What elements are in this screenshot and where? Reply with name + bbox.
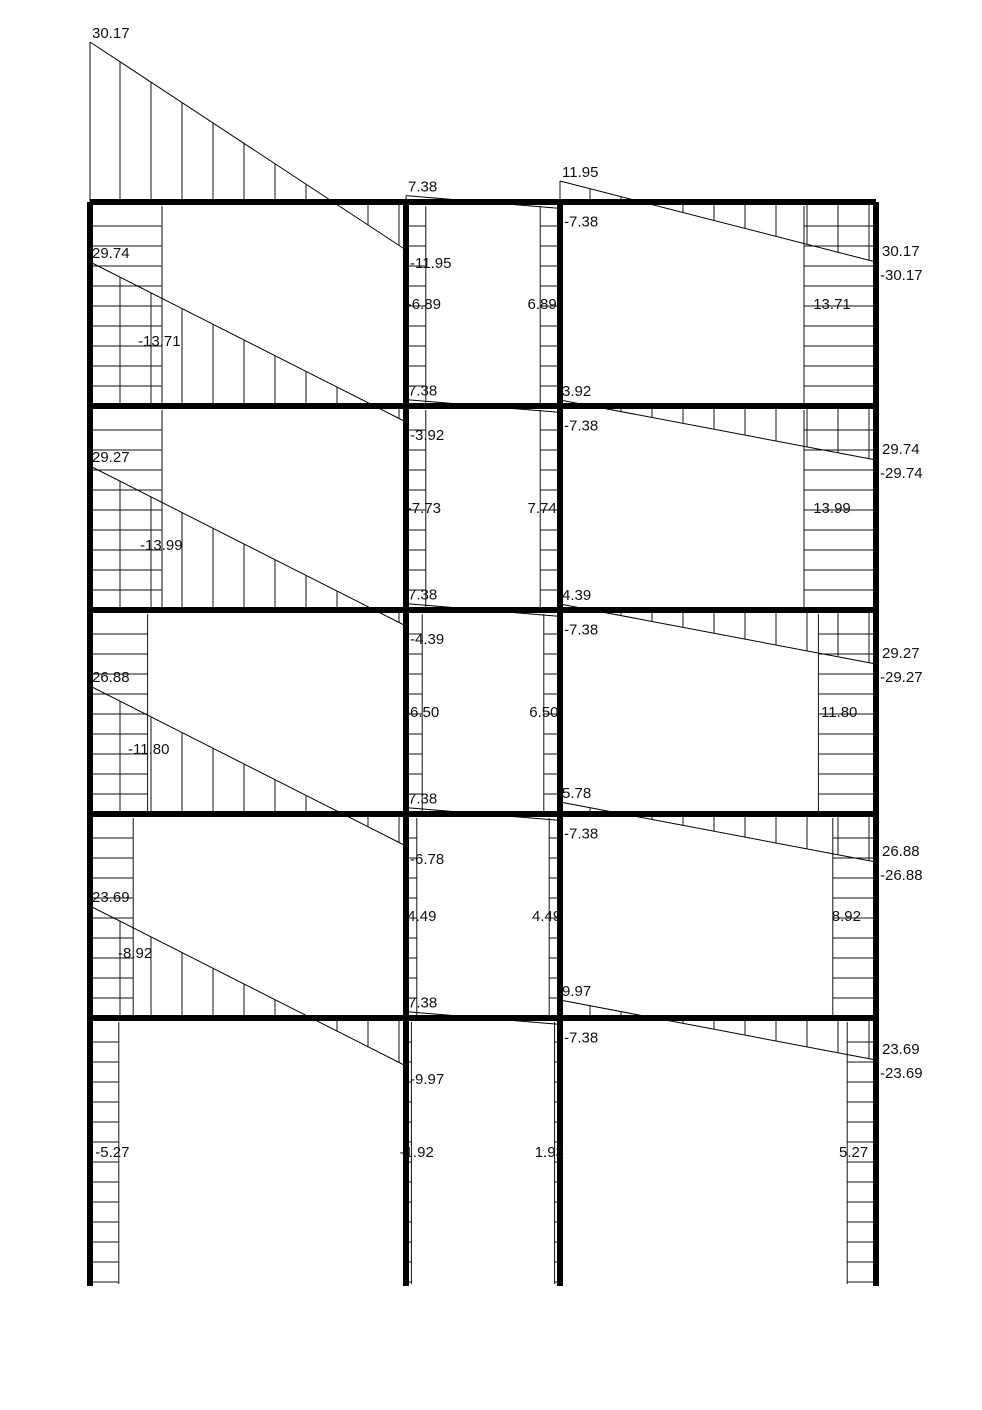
beam-start-label: 7.38	[408, 586, 438, 604]
beam-start-label: 9.97	[562, 983, 592, 1000]
beam-end-label: -7.38	[564, 213, 599, 231]
beam-moment-line	[560, 1000, 876, 1060]
beam-end-label: -26.88	[880, 867, 923, 884]
beam-end-label: -4.39	[410, 631, 445, 648]
column-moment-label: 8.92	[831, 908, 862, 925]
beam-end-label: -11.95	[410, 255, 452, 272]
extra-moment-label: -13.99	[140, 537, 183, 554]
column-moment-label: 6.50	[529, 704, 559, 721]
beam-end-value-label: 30.17	[882, 243, 920, 260]
beam-end-label: -7.38	[564, 621, 599, 639]
beam-end-value-label: 29.74	[882, 441, 920, 458]
column-moment-label: -4.49	[402, 908, 437, 925]
beam-moment-line	[90, 466, 406, 626]
beam-end-label: -29.27	[880, 669, 923, 686]
beam-moment-line	[560, 181, 876, 262]
beam-start-label: 5.78	[562, 785, 592, 802]
column-moment-label: 7.74	[527, 500, 557, 517]
beam-start-label: 3.92	[562, 383, 592, 400]
beam-end-value-label: 26.88	[882, 843, 920, 860]
column-moment-label: -7.73	[406, 500, 442, 517]
column-moment-label: 6.89	[527, 296, 557, 313]
column-moment-label: 1.93	[534, 1144, 564, 1161]
extra-moment-label: -8.92	[118, 945, 153, 962]
beam-end-value-label: 29.27	[882, 645, 920, 662]
beam-start-label: 29.74	[92, 245, 130, 262]
beam-end-label: -23.69	[880, 1065, 923, 1082]
column-moment-label: 5.27	[838, 1144, 869, 1161]
column-moment-label: -6.89	[406, 296, 442, 313]
column-moment-label: -6.50	[404, 704, 440, 721]
beam-start-label: 29.27	[92, 449, 130, 466]
beam-moment-line	[90, 686, 406, 846]
beam-start-label: 4.39	[562, 587, 592, 604]
column-moment-label: -1.92	[399, 1144, 434, 1161]
column-moment-label: 13.71	[813, 296, 851, 313]
column-moment-label: 11.80	[820, 704, 858, 721]
beam-end-label: -3.92	[410, 427, 445, 444]
beam-start-label: 7.38	[408, 382, 438, 400]
beam-start-label: 23.69	[92, 889, 130, 906]
beam-end-label: -30.17	[880, 267, 923, 284]
beam-start-label: 30.17	[92, 25, 130, 42]
beam-moment-line	[90, 42, 406, 250]
beam-start-label: 7.38	[408, 994, 438, 1012]
beam-end-label: -7.38	[564, 417, 599, 435]
beam-start-label: 7.38	[408, 178, 438, 196]
beam-end-label: -7.38	[564, 825, 599, 843]
beam-moment-line	[90, 906, 406, 1066]
beam-end-value-label: 23.69	[882, 1041, 920, 1058]
hatch-layer	[90, 42, 876, 1284]
beam-end-label: -9.97	[410, 1071, 445, 1088]
frame-layer	[90, 202, 876, 1286]
column-moment-label: -5.27	[95, 1144, 130, 1161]
beam-side-label: -13.71	[138, 333, 181, 350]
beam-start-label: 7.38	[408, 790, 438, 808]
beam-end-label: -29.74	[880, 465, 923, 482]
beam-start-label: 11.95	[562, 164, 599, 181]
beam-start-label: 26.88	[92, 669, 130, 686]
label-layer	[92, 25, 923, 1161]
column-moment-label: 13.99	[813, 500, 851, 517]
beam-end-label: -6.78	[410, 851, 445, 868]
extra-moment-label: -11.80	[128, 741, 170, 758]
column-moment-label: 4.49	[531, 908, 562, 925]
beam-end-label: -7.38	[564, 1029, 599, 1047]
